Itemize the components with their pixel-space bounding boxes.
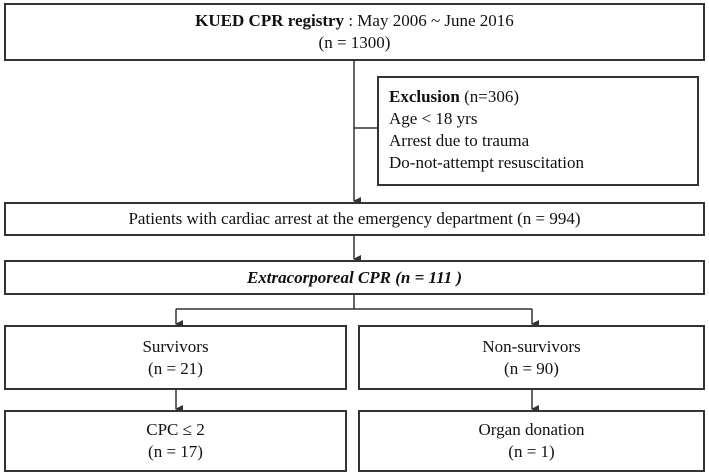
survivors-count: (n = 21) xyxy=(148,358,203,378)
organ-donation-count: (n = 1) xyxy=(508,442,555,461)
ecpr-box xyxy=(4,260,705,295)
exclusion-count: (n=306) xyxy=(459,87,520,106)
exclusion-title xyxy=(389,86,697,108)
exclusion-item-age: Age < 18 yrs xyxy=(389,109,478,128)
registry-period: : May 2006 ~ June 2016 xyxy=(344,11,514,30)
exclusion-label: Exclusion xyxy=(389,87,460,106)
exclusion-item-trauma: Arrest due to trauma xyxy=(389,131,530,150)
survivors-label: Survivors xyxy=(142,336,209,356)
exclusion-box xyxy=(377,76,699,186)
cpc-label: CPC ≤ 2 xyxy=(146,420,205,439)
non-survivors-count: (n = 90) xyxy=(504,358,559,378)
exclusion-item-dnar: Do-not-attempt resuscitation xyxy=(389,153,584,172)
registry-count: (n = 1300) xyxy=(318,33,391,52)
cpc-count: (n = 17) xyxy=(148,442,203,461)
organ-donation-label: Organ donation xyxy=(478,420,585,439)
patients-label: Patients with cardiac arrest at the emergency department (n = 994) xyxy=(128,209,581,228)
registry-name: KUED CPR registry xyxy=(195,11,345,30)
cpc-box xyxy=(4,410,347,472)
patients-box xyxy=(4,202,705,236)
non-survivors-label: Non-survivors xyxy=(482,336,581,356)
organ-donation-box xyxy=(358,410,705,472)
non-survivors-box xyxy=(358,325,705,390)
ecpr-label: Extracorporeal CPR (n = 111 ) xyxy=(246,267,463,287)
survivors-box xyxy=(4,325,347,390)
registry-title xyxy=(195,10,514,32)
registry-box xyxy=(4,3,705,61)
